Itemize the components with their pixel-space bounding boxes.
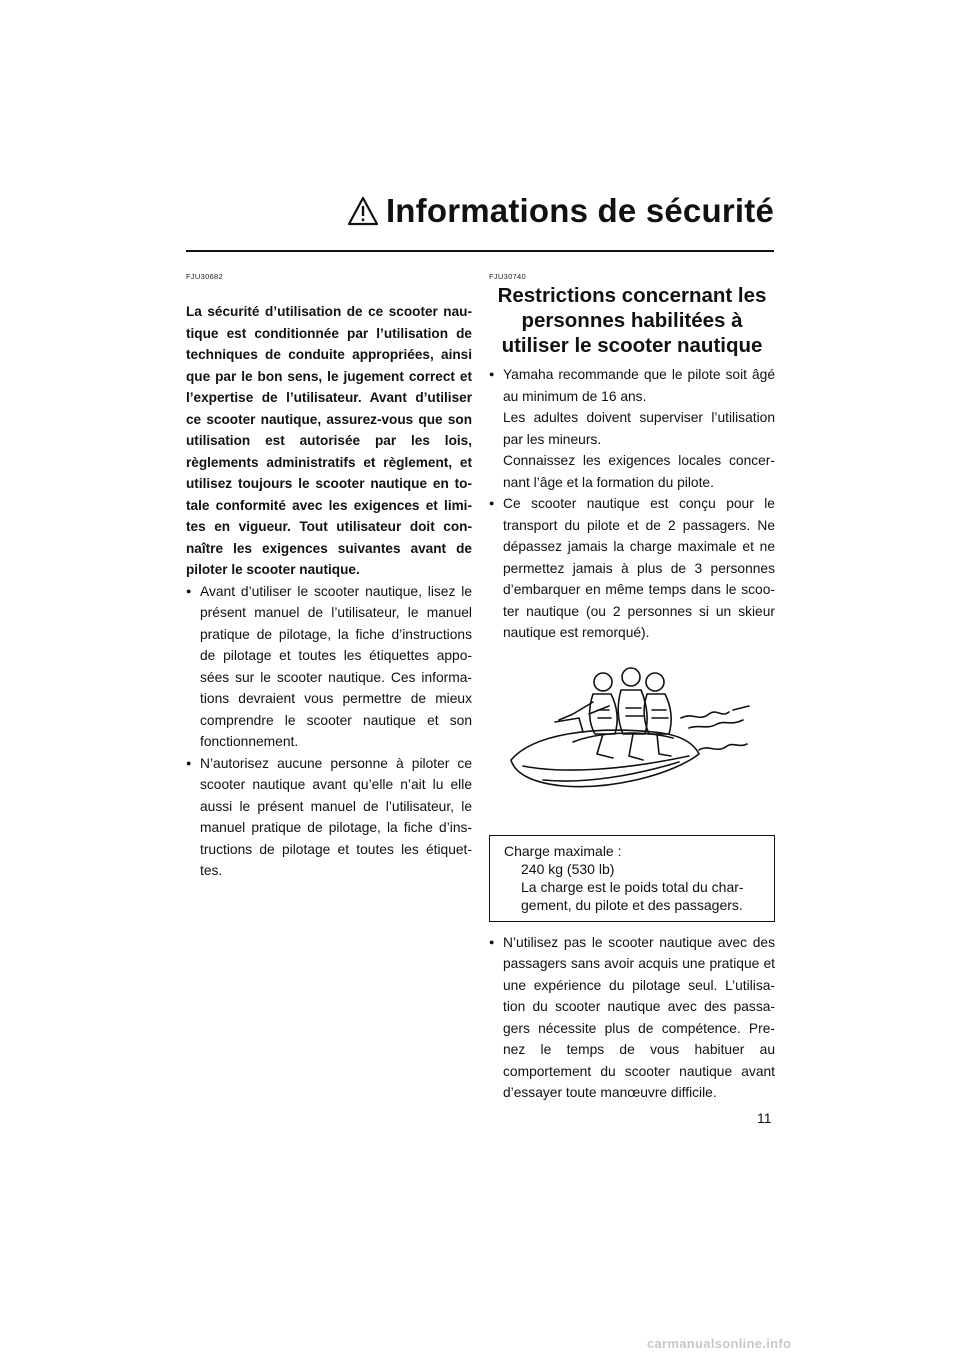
warning-triangle-icon xyxy=(346,195,380,227)
list-item-text: ● Yamaha recommande que le pilote soit âgé au minimum de 16 ans. xyxy=(503,367,775,404)
left-column xyxy=(186,272,472,882)
right-bullet-list-2 xyxy=(489,932,775,1104)
list-item-text: ● N’utilisez pas le scooter nautique avec des passagers sans avoir acquis une pratique et une expérience du pilotage seul. L’utilisa-tion du scooter nautique avec des passa-gers nécessite plus de compétence. Pre-nez le temps de vous habituer au comportement du scooter nautique avant d’essayer toute manœuvre difficile. xyxy=(503,934,775,1100)
header-rule xyxy=(186,250,774,252)
list-item-text: ● Ce scooter nautique est conçu pour le transport du pilote et de 2 passagers. Ne dépassez jamais la charge maximale et ne permettez jamais à plus de 3 personnes d’embarquer en même temps dans le scoo-ter nautique (ou 2 personnes si un skieur nautique est remorqué). xyxy=(503,496,775,640)
right-bullet-list xyxy=(489,364,775,644)
left-bullet-list xyxy=(186,581,472,882)
reference-code: FJU30740 xyxy=(489,272,527,281)
right-column xyxy=(489,272,775,1104)
page-title: Informations de sécurité xyxy=(385,192,774,229)
spec-note: La charge est le poids total du char-gement, du pilote et des passagers. xyxy=(521,878,744,913)
list-item xyxy=(489,493,775,644)
list-item-text: Les adultes doivent superviser l’utilisation par les mineurs. xyxy=(503,410,775,447)
intro-paragraph: La sécurité d’utilisation de ce scooter nau-tique est conditionnée par l’utilisation de techniques de conduite appropriées, ainsi que par le bon sens, le jugement correct et l’expertise de l’utilisateur. Avant d’utiliser ce scooter nautique, assurez-vous que son utilisation est autorisée par les lois, règlements administratifs et règlement, et utilisez toujours le scooter nautique en to-tale conformité avec les exigences et limi-tes en vigueur. Tout utilisateur doit con-naître les exigences suivantes avant de piloter le scooter nautique. xyxy=(186,304,472,577)
jet-ski-illustration xyxy=(503,662,753,802)
list-item-text: ● Avant d’utiliser le scooter nautique, lisez le présent manuel de l’utilisateur, le manuel pratique de pilotage, la fiche d’instructions de pilotage et toutes les étiquettes appo-sées sur le scooter nautique. Ces informa-tions devraient vous permettre de mieux comprendre le scooter nautique et son fonctionnement. xyxy=(200,583,472,749)
watermark: carmanualsonline.info xyxy=(647,1336,792,1351)
reference-code: FJU30682 xyxy=(186,272,224,281)
list-item-text: ● N’autorisez aucune personne à piloter ce scooter nautique avant qu’elle n’ait lu elle aussi le présent manuel de l’utilisateur, le manuel pratique de pilotage, la fiche d’ins-tructions de pilotage et toutes les étiquet-tes. xyxy=(200,755,472,878)
list-item xyxy=(186,581,472,753)
header-title-wrap xyxy=(346,192,774,230)
page-number: 11 xyxy=(757,1110,772,1126)
spec-label: Charge maximale : xyxy=(504,842,622,859)
max-load-spec-box xyxy=(489,835,775,922)
list-item xyxy=(186,753,472,882)
section-title: Restrictions concernant les personnes habilitées à utiliser le scooter nautique xyxy=(497,284,767,357)
list-item-text: Connaissez les exigences locales concer-nant l’âge et la formation du pilote. xyxy=(503,453,775,490)
list-item xyxy=(489,932,775,1104)
list-item xyxy=(489,364,775,493)
spec-value: 240 kg (530 lb) xyxy=(521,860,615,877)
page-header xyxy=(186,192,774,252)
